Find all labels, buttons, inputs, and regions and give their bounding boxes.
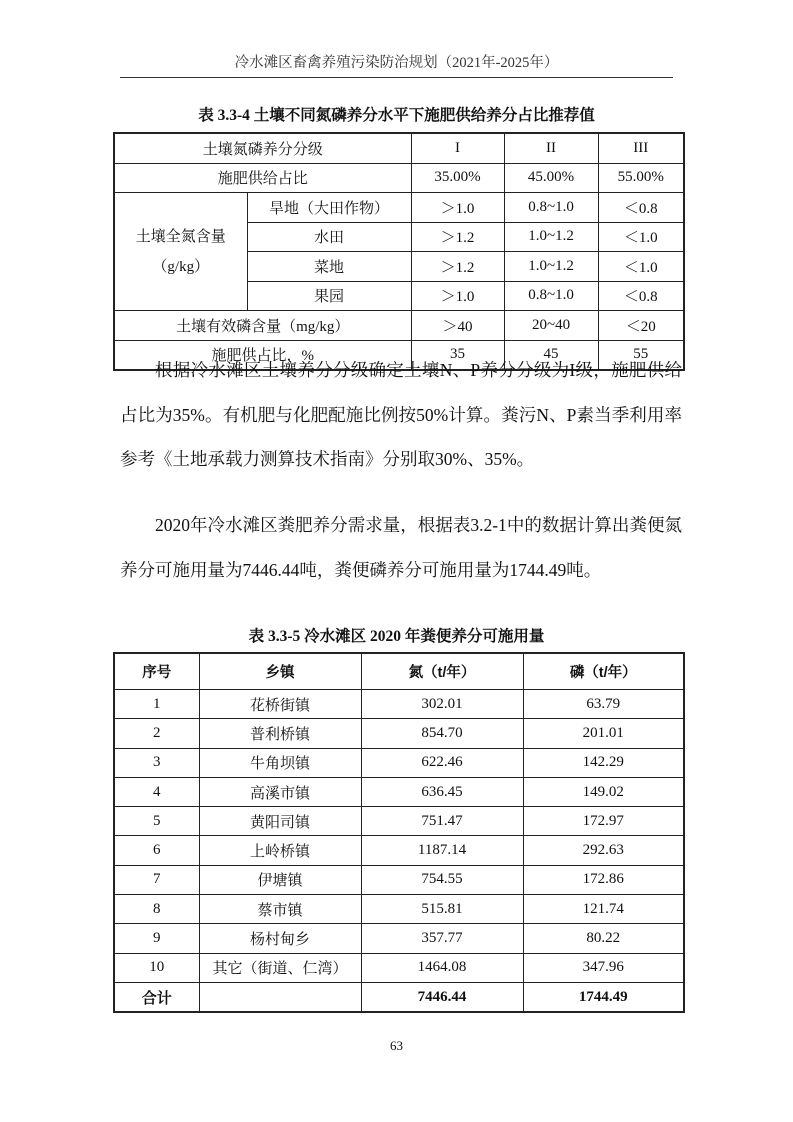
cell: 142.29 bbox=[523, 748, 684, 777]
cell: 蔡市镇 bbox=[199, 895, 361, 924]
table-row bbox=[114, 777, 684, 806]
cell: 149.02 bbox=[523, 777, 684, 806]
table-row bbox=[114, 865, 684, 894]
paragraph: 2020年冷水滩区粪肥养分需求量，根据表3.2-1中的数据计算出粪便氮养分可施用量为7446.44吨，粪便磷养分可施用量为1744.49吨。 bbox=[120, 515, 682, 580]
column-header: 氮（t/年） bbox=[361, 653, 523, 690]
cell: 55.00% bbox=[598, 163, 684, 193]
cell: 高溪市镇 bbox=[199, 777, 361, 806]
cell: 花桥街镇 bbox=[199, 690, 361, 719]
cell: 0.8~1.0 bbox=[504, 193, 598, 223]
table-row bbox=[114, 953, 684, 982]
table-row bbox=[114, 748, 684, 777]
nutrient-ratio-table bbox=[113, 132, 685, 371]
table-row bbox=[114, 924, 684, 953]
ratio-label: 施肥供占比，% bbox=[114, 340, 411, 370]
cell: 55 bbox=[598, 340, 684, 370]
cell: 63.79 bbox=[523, 690, 684, 719]
total-row bbox=[114, 982, 684, 1012]
cell: 7 bbox=[114, 865, 199, 894]
cell: 杨村甸乡 bbox=[199, 924, 361, 953]
cell: ＜0.8 bbox=[598, 281, 684, 311]
table-row bbox=[114, 133, 684, 163]
cell: 5 bbox=[114, 807, 199, 836]
cell: 3 bbox=[114, 748, 199, 777]
table-row bbox=[114, 807, 684, 836]
supply-label: 施肥供给占比 bbox=[114, 163, 411, 193]
cell: 121.74 bbox=[523, 895, 684, 924]
cell: 854.70 bbox=[361, 719, 523, 748]
cell: 35 bbox=[411, 340, 504, 370]
paragraph: 根据冷水滩区土壤养分分级确定土壤N、P养分分级为I级，施肥供给占比为35%。有机肥与化肥配施比例按50%计算。粪污N、P素当季利用率参考《土地承载力测算技术指南》分别取30%、35%。 bbox=[120, 360, 682, 469]
table1-caption: 表 3.3-4 土壤不同氮磷养分水平下施肥供给养分占比推荐值 bbox=[198, 107, 595, 124]
cell: 754.55 bbox=[361, 865, 523, 894]
cell: 7446.44 bbox=[361, 982, 523, 1012]
column-header: 乡镇 bbox=[199, 653, 361, 690]
grade: III bbox=[598, 133, 684, 163]
cell: 上岭桥镇 bbox=[199, 836, 361, 865]
cell: 其它（街道、仁湾） bbox=[199, 953, 361, 982]
table-row bbox=[114, 311, 684, 341]
grade-label: 土壤氮磷养分分级 bbox=[114, 133, 411, 163]
cell: 515.81 bbox=[361, 895, 523, 924]
cell: 347.96 bbox=[523, 953, 684, 982]
cell: 20~40 bbox=[504, 311, 598, 341]
cell: ＞1.2 bbox=[411, 222, 504, 252]
nitrogen-label bbox=[114, 193, 247, 311]
table-row bbox=[114, 690, 684, 719]
table-header-row bbox=[114, 653, 684, 690]
table-row bbox=[114, 163, 684, 193]
land-type: 旱地（大田作物） bbox=[247, 193, 411, 223]
cell: 1.0~1.2 bbox=[504, 222, 598, 252]
cell bbox=[199, 982, 361, 1012]
land-type: 菜地 bbox=[247, 252, 411, 282]
cell: 622.46 bbox=[361, 748, 523, 777]
running-header: 冷水滩区畜禽养殖污染防治规划（2021年-2025年） bbox=[234, 55, 559, 71]
cell: ＞1.2 bbox=[411, 252, 504, 282]
phosphorus-label: 土壤有效磷含量（mg/kg） bbox=[114, 311, 411, 341]
cell: 45.00% bbox=[504, 163, 598, 193]
table-row bbox=[114, 895, 684, 924]
cell: 9 bbox=[114, 924, 199, 953]
cell: 357.77 bbox=[361, 924, 523, 953]
cell: 10 bbox=[114, 953, 199, 982]
cell: 1.0~1.2 bbox=[504, 252, 598, 282]
cell: ＞40 bbox=[411, 311, 504, 341]
cell: ＞1.0 bbox=[411, 193, 504, 223]
land-type: 水田 bbox=[247, 222, 411, 252]
cell: 751.47 bbox=[361, 807, 523, 836]
cell: 2 bbox=[114, 719, 199, 748]
cell: 201.01 bbox=[523, 719, 684, 748]
cell: 1 bbox=[114, 690, 199, 719]
nitrogen-unit: （g/kg） bbox=[152, 258, 210, 275]
cell: 636.45 bbox=[361, 777, 523, 806]
cell: 1464.08 bbox=[361, 953, 523, 982]
grade: II bbox=[504, 133, 598, 163]
cell: ＜1.0 bbox=[598, 252, 684, 282]
page-number: 63 bbox=[390, 1038, 403, 1053]
manure-nutrient-table bbox=[113, 652, 685, 1013]
cell: ＜0.8 bbox=[598, 193, 684, 223]
column-header: 序号 bbox=[114, 653, 199, 690]
nitrogen-label-text: 土壤全氮含量 bbox=[135, 228, 226, 245]
cell: 172.97 bbox=[523, 807, 684, 836]
cell: ＜20 bbox=[598, 311, 684, 341]
table-row bbox=[114, 719, 684, 748]
table2-caption: 表 3.3-5 冷水滩区 2020 年粪便养分可施用量 bbox=[248, 628, 545, 645]
cell: 1187.14 bbox=[361, 836, 523, 865]
cell: 伊塘镇 bbox=[199, 865, 361, 894]
cell: 1744.49 bbox=[523, 982, 684, 1012]
cell: 45 bbox=[504, 340, 598, 370]
header-rule bbox=[120, 77, 673, 78]
cell: ＞1.0 bbox=[411, 281, 504, 311]
grade: I bbox=[411, 133, 504, 163]
table-row bbox=[114, 836, 684, 865]
cell: 80.22 bbox=[523, 924, 684, 953]
column-header: 磷（t/年） bbox=[523, 653, 684, 690]
cell: 合计 bbox=[114, 982, 199, 1012]
cell: 302.01 bbox=[361, 690, 523, 719]
cell: 8 bbox=[114, 895, 199, 924]
cell: 172.86 bbox=[523, 865, 684, 894]
table-row bbox=[114, 193, 684, 223]
cell: 牛角坝镇 bbox=[199, 748, 361, 777]
land-type: 果园 bbox=[247, 281, 411, 311]
cell: 35.00% bbox=[411, 163, 504, 193]
cell: 4 bbox=[114, 777, 199, 806]
cell: 普利桥镇 bbox=[199, 719, 361, 748]
cell: 0.8~1.0 bbox=[504, 281, 598, 311]
cell: 292.63 bbox=[523, 836, 684, 865]
cell: ＜1.0 bbox=[598, 222, 684, 252]
cell: 6 bbox=[114, 836, 199, 865]
cell: 黄阳司镇 bbox=[199, 807, 361, 836]
